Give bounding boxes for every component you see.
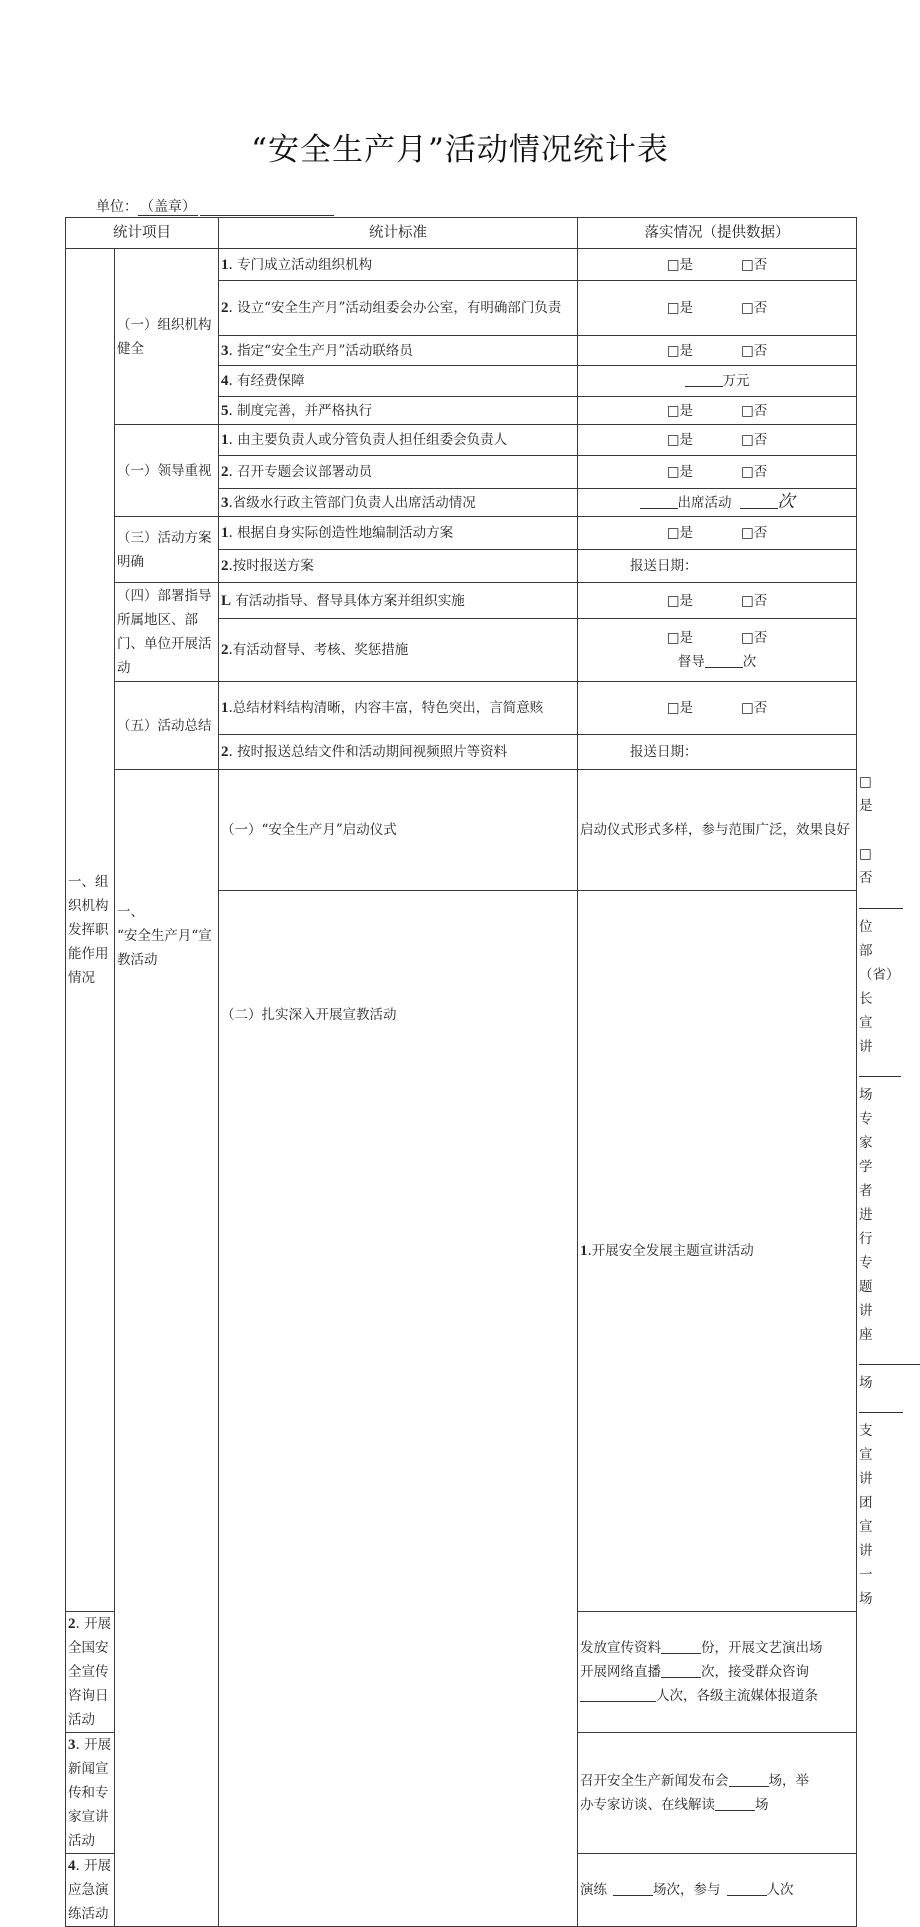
standard-cell: 2. 开展全国安全宣传咨询日活动 xyxy=(66,1612,115,1733)
result-cell xyxy=(578,682,857,735)
result-cell xyxy=(578,249,857,281)
standard-cell: 1.总结材料结构清晰，内容丰富，特色突出，言简意赅 xyxy=(219,682,578,735)
group-1-2-label: （一）领导重视 xyxy=(115,425,219,517)
count-blank[interactable] xyxy=(661,1638,701,1654)
yes-checkbox[interactable]: □是 xyxy=(666,402,693,419)
report-date-cell[interactable]: 报送日期： xyxy=(578,550,857,583)
result-cell: 发放宣传资料 份，开展文艺演出场 开展网络直播 次，接受群众咨询 人次，各级主流媒体报道条 xyxy=(578,1612,857,1733)
group-2-2-label: （二）扎实深入开展宣教活动 xyxy=(219,891,578,1927)
standard-cell: 3. 指定“安全生产月”活动联络员 xyxy=(219,336,578,366)
yes-checkbox[interactable]: □是 xyxy=(666,342,693,359)
standard-cell: 2.有活动督导、考核、奖惩措施 xyxy=(219,619,578,682)
count-blank[interactable] xyxy=(729,1771,769,1787)
no-checkbox[interactable]: □否 xyxy=(741,256,768,273)
yes-checkbox[interactable]: □是 xyxy=(666,700,693,716)
count-blank[interactable] xyxy=(859,1397,903,1413)
header-result: 落实情况（提供数据） xyxy=(578,218,857,249)
report-date-cell[interactable]: 报送日期： xyxy=(578,735,857,770)
table-row xyxy=(66,583,857,619)
group-1-5-label: （五）活动总结 xyxy=(115,682,219,770)
no-checkbox[interactable]: □否 xyxy=(741,592,768,609)
group-2-1-label: （一）“安全生产月”启动仪式 xyxy=(219,770,578,891)
result-cell: 万元 xyxy=(578,366,857,397)
table-row xyxy=(66,517,857,550)
standard-cell: 4. 开展应急演练活动 xyxy=(66,1854,115,1927)
unit-stamp: （盖章） xyxy=(140,199,196,215)
section-2-label: 一、 “安全生产月“宣教活动 xyxy=(115,770,219,1927)
group-1-1-label: （一）组织机构健全 xyxy=(115,249,219,425)
count-blank[interactable] xyxy=(859,1349,920,1365)
standard-cell: 2. 设立“安全生产月”活动组委会办公室，有明确部门负责 xyxy=(219,281,578,336)
count-blank[interactable] xyxy=(580,1686,656,1702)
yes-checkbox[interactable]: □是 xyxy=(666,464,693,480)
count-blank[interactable] xyxy=(740,493,778,509)
result-cell xyxy=(578,336,857,366)
table-row xyxy=(66,682,857,735)
unit-label: 单位： xyxy=(96,199,138,215)
standard-cell: 2. 召开专题会议部署动员 xyxy=(219,456,578,489)
header-standard: 统计标准 xyxy=(219,218,578,249)
header-item: 统计项目 xyxy=(66,218,219,249)
no-checkbox[interactable]: □否 xyxy=(741,342,768,359)
result-cell: 出席活动 次 xyxy=(578,489,857,517)
standard-cell: 2.按时报送方案 xyxy=(219,550,578,583)
standard-cell: 启动仪式形式多样，参与范围广泛，效果良好 xyxy=(578,770,857,891)
count-blank[interactable] xyxy=(661,1662,701,1678)
page-title: “安全生产月”活动情况统计表 xyxy=(251,132,669,168)
result-cell xyxy=(578,281,857,336)
yes-checkbox[interactable]: □是 xyxy=(666,525,693,541)
count-blank[interactable] xyxy=(613,1880,653,1896)
table-row xyxy=(66,249,857,281)
count-blank[interactable] xyxy=(705,652,743,668)
yes-checkbox[interactable]: □是 xyxy=(859,774,873,814)
no-checkbox[interactable]: □否 xyxy=(859,846,873,886)
count-blank[interactable] xyxy=(859,893,903,909)
unit-blank[interactable] xyxy=(200,199,334,216)
section-1-label: 一、组织机构发挥职能作用情况 xyxy=(66,249,115,1612)
yes-checkbox[interactable]: □是 xyxy=(666,300,693,316)
result-cell xyxy=(578,456,857,489)
standard-cell: 1. 专门成立活动组织机构 xyxy=(219,249,578,281)
no-checkbox[interactable]: □否 xyxy=(741,300,768,316)
table-row xyxy=(66,770,857,891)
no-checkbox[interactable]: □否 xyxy=(741,700,768,716)
standard-cell: 2. 按时报送总结文件和活动期间视频照片等资料 xyxy=(219,735,578,770)
no-checkbox[interactable]: □否 xyxy=(741,432,768,448)
result-cell xyxy=(578,425,857,456)
yes-checkbox[interactable]: □是 xyxy=(666,256,693,273)
group-1-4-label: （四）部署指导所属地区、部门、单位开展活动 xyxy=(115,583,219,682)
no-checkbox[interactable]: □否 xyxy=(741,464,768,480)
standard-cell: 5. 制度完善，并严格执行 xyxy=(219,397,578,425)
result-cell xyxy=(578,517,857,550)
statistics-table xyxy=(65,217,900,1927)
header-row xyxy=(66,218,857,249)
group-1-3-label: （三）活动方案明确 xyxy=(115,517,219,583)
count-blank[interactable] xyxy=(640,493,678,509)
standard-cell: 1. 由主要负责人或分管负责人担任组委会负责人 xyxy=(219,425,578,456)
standard-cell: 3.省级水行政主管部门负责人出席活动情况 xyxy=(219,489,578,517)
unit-line xyxy=(96,196,334,216)
standard-cell: 1.开展安全发展主题宣讲活动 xyxy=(578,891,857,1612)
count-blank[interactable] xyxy=(727,1880,767,1896)
standard-cell: 4. 有经费保障 xyxy=(219,366,578,397)
standard-cell: L 有活动指导、督导具体方案并组织实施 xyxy=(219,583,578,619)
standard-cell: 3. 开展新闻宣传和专家宣讲活动 xyxy=(66,1733,115,1854)
result-cell: 演练 场次，参与 人次 xyxy=(578,1854,857,1927)
yes-checkbox[interactable]: □是 xyxy=(666,592,693,609)
table-row xyxy=(66,425,857,456)
result-cell: □是 □否 督导 次 xyxy=(578,619,857,682)
table-row: （二）扎实深入开展宣教活动 1.开展安全发展主题宣讲活动 位部（省）长宣讲场专家 学者进行专题讲座场 支宣讲团宣讲一场 xyxy=(66,891,857,1612)
result-cell xyxy=(578,397,857,425)
no-checkbox[interactable]: □否 xyxy=(741,525,768,541)
yes-checkbox[interactable]: □是 xyxy=(666,630,693,646)
yes-checkbox[interactable]: □是 xyxy=(666,432,693,448)
standard-cell: 1. 根据自身实际创造性地编制活动方案 xyxy=(219,517,578,550)
amount-blank[interactable] xyxy=(685,371,723,387)
count-blank[interactable] xyxy=(859,1061,901,1077)
count-blank[interactable] xyxy=(715,1795,755,1811)
no-checkbox[interactable]: □否 xyxy=(741,630,768,646)
no-checkbox[interactable]: □否 xyxy=(741,402,768,419)
result-cell xyxy=(578,583,857,619)
result-cell: 召开安全生产新闻发布会 场，举 办专家访谈、在线解读 场 xyxy=(578,1733,857,1854)
